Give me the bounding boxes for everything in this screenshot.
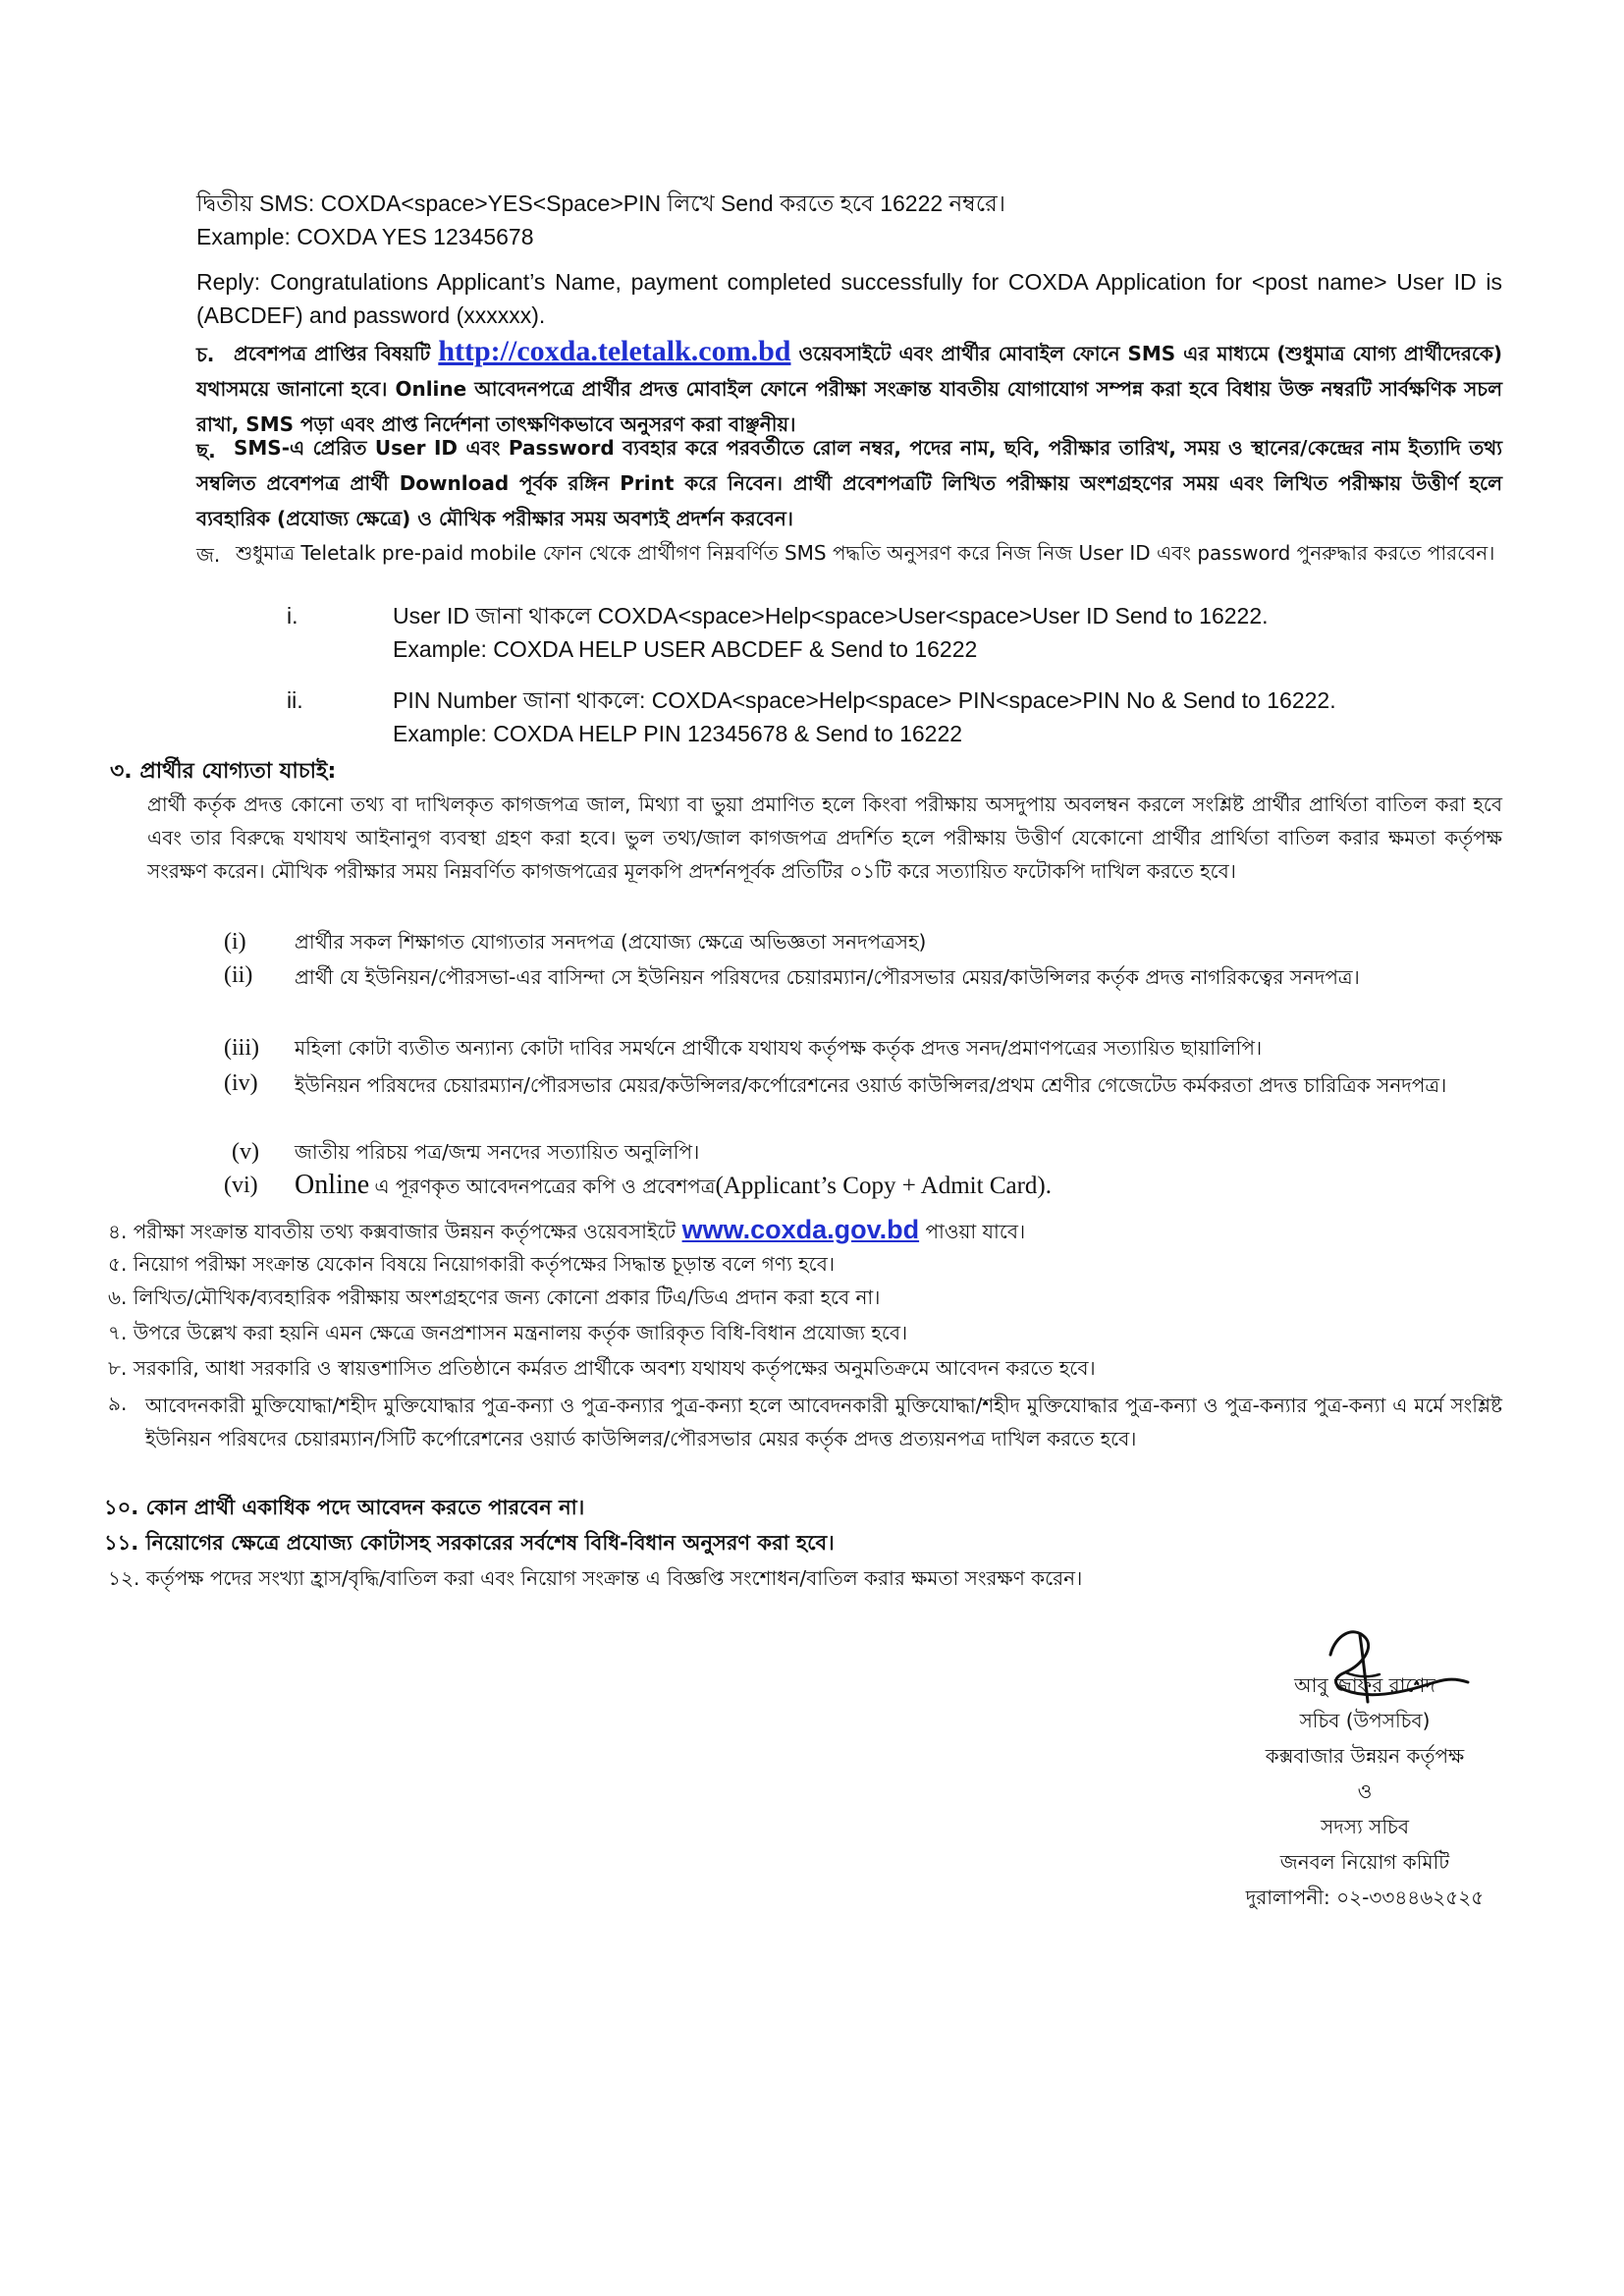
doc-vi-num: (vi)	[224, 1173, 258, 1198]
item-cha-pre: প্রবেশপত্র প্রাপ্তির বিষয়টি	[234, 342, 431, 365]
point-4-pre: ৪. পরীক্ষা সংক্রান্ত যাবতীয় তথ্য কক্সবাজার উন্নয়ন কর্তৃপক্ষের ওয়েবসাইটে	[108, 1220, 677, 1243]
signatory-and: ও	[1357, 1779, 1373, 1803]
sub-i-line2: Example: COXDA HELP USER ABCDEF & Send to 16222	[393, 636, 978, 662]
sms2-example: Example: COXDA YES 12345678	[196, 224, 534, 249]
doc-vi-text	[295, 1169, 1052, 1205]
teletalk-link[interactable]: http://coxda.teletalk.com.bd	[438, 335, 791, 367]
doc-iii-num: (iii)	[224, 1035, 259, 1061]
signatory-title2: সদস্য সচিব	[1321, 1815, 1409, 1838]
doc-iii-text: মহিলা কোটা ব্যতীত অন্যান্য কোটা দাবির সমর্থনে প্রার্থীকে যথাযথ কর্তৃপক্ষ কর্তৃক প্রদত্ত সনদ/প্রমাণপত্রের সত্যায়িত ছায়ালিপি।	[295, 1036, 1263, 1060]
doc-vi-end: (Applicant’s Copy + Admit Card).	[715, 1173, 1052, 1199]
doc-iv-text: ইউনিয়ন পরিষদের চেয়ারম্যান/পৌরসভার মেয়র/কউন্সিলর/কর্পোরেশনের ওয়ার্ড কাউন্সিলর/প্রথম শ্রেণীর গেজেটেড কর্মকরতা প্রদত্ত চারিত্রিক সনদপত্র।	[295, 1073, 1447, 1097]
signature-block	[1208, 1667, 1522, 1915]
doc-v-text: জাতীয় পরিচয় পত্র/জন্ম সনদের সত্যায়িত অনুলিপি।	[295, 1140, 700, 1164]
doc-i-text: প্রার্থীর সকল শিক্ষাগত যোগ্যতার সনদপত্র (প্রযোজ্য ক্ষেত্রে অভিজ্ঞতা সনদপত্রসহ)	[295, 930, 927, 954]
doc-vi-online: Online	[295, 1170, 370, 1200]
doc-iv-num: (iv)	[224, 1070, 258, 1096]
point-5: ৫. নিয়োগ পরীক্ষা সংক্রান্ত যেকোন বিষয়ে নিয়োগকারী কর্তৃপক্ষের সিদ্ধান্ত চূড়ান্ত বলে গণ্য হবে।	[108, 1252, 835, 1276]
sub-ii-line2: Example: COXDA HELP PIN 12345678 & Send to 16222	[393, 721, 963, 746]
section3-para: প্রার্থী কর্তৃক প্রদত্ত কোনো তথ্য বা দাখিলকৃত কাগজপত্র জাল, মিথ্যা বা ভুয়া প্রমাণিত হলে কিংবা পরীক্ষায় অসদুপায় অবলম্বন করলে সংশ্লিষ্ট প্রার্থীর প্রার্থিতা বাতিল করা হবে এবং তার বিরুদ্ধে যথাযথ আইনানুগ ব্যবস্থা গ্রহণ করা হবে। ভুল তথ্য/জাল কাগজপত্র প্রদর্শিত হলে পরীক্ষায় উত্তীর্ণ যেকোনো প্রার্থীর প্রার্থিতা বাতিল করার ক্ষমতা কর্তৃপক্ষ সংরক্ষণ করেন। মৌখিক পরীক্ষার সময় নিম্নবর্ণিত কাগজপত্রের মূলকপি প্রদর্শনপূর্বক প্রতিটির ০১টি করে সত্যায়িত ফটোকপি দাখিল করতে হবে।	[147, 793, 1502, 883]
point-7: ৭. উপরে উল্লেখ করা হয়নি এমন ক্ষেত্রে জনপ্রশাসন মন্ত্রনালয় কর্তৃক জারিকৃত বিধি-বিধান প্রযোজ্য হবে।	[108, 1321, 908, 1344]
item-chha-marker: ছ.	[196, 439, 216, 463]
point-9: আবেদনকারী মুক্তিযোদ্ধা/শহীদ মুক্তিযোদ্ধার পুত্র-কন্যা ও পুত্র-কন্যার পুত্র-কন্যা হলে আবেদনকারী মুক্তিযোদ্ধা/শহীদ মুক্তিযোদ্ধার পুত্র-কন্যা ও পুত্র-কন্যার পুত্র-কন্যা এ মর্মে সংশ্লিষ্ট ইউনিয়ন পরিষদের চেয়ারম্যান/সিটি কর্পোরেশনের ওয়ার্ড কাউন্সিলর/পৌরসভার মেয়র কর্তৃক প্রদত্ত প্রত্যয়নপত্র দাখিল করতে হবে।	[145, 1394, 1502, 1450]
signatory-title1: সচিব (উপসচিব)	[1299, 1709, 1431, 1732]
point-4-post: পাওয়া যাবে।	[925, 1220, 1026, 1243]
doc-ii-num: (ii)	[224, 962, 253, 988]
sms2-reply: Reply: Congratulations Applicant’s Name, payment completed successfully for COXDA Application for <post name> User ID is (ABCDEF) and password (xxxxxx).	[196, 269, 1502, 328]
doc-v-num: (v)	[232, 1139, 259, 1165]
point-4	[108, 1212, 1025, 1249]
sms2-line: দ্বিতীয় SMS: COXDA<space>YES<Space>PIN লিখে Send করতে হবে 16222 নম্বরে।	[196, 191, 1005, 216]
section3-heading: ৩. প্রার্থীর যোগ্যতা যাচাই:	[110, 759, 337, 784]
point-9-num: ৯.	[108, 1392, 128, 1415]
point-10: ১০. কোন প্রার্থী একাধিক পদে আবেদন করতে পারবেন না।	[104, 1496, 585, 1519]
coxda-link[interactable]: www.coxda.gov.bd	[681, 1215, 920, 1244]
sub-i-line1: User ID জানা থাকলে COXDA<space>Help<space>User<space>User ID Send to 16222.	[393, 603, 1269, 629]
point-6: ৬. লিখিত/মৌখিক/ব্যবহারিক পরীক্ষায় অংশগ্রহণের জন্য কোনো প্রকার টিএ/ডিএ প্রদান করা হবে না।	[108, 1285, 881, 1309]
signatory-phone: দুরালাপনী: ০২-৩৩৪৪৬২৫২৫	[1245, 1886, 1485, 1909]
item-cha-post: ওয়েবসাইটে এবং প্রার্থীর মোবাইল ফোনে SMS এর মাধ্যমে (শুধুমাত্র যোগ্য প্রার্থীদেরকে) যথাসময়ে জানানো হবে। Online আবেদনপত্রে প্রার্থীর প্রদত্ত মোবাইল ফোনে পরীক্ষা সংক্রান্ত যাবতীয় যোগাযোগ সম্পন্ন করা হবে বিধায় উক্ত নম্বরটি সার্বক্ষণিক সচল রাখা, SMS পড়া এবং প্রাপ্ত নির্দেশনা তাৎক্ষণিকভাবে অনুসরণ করা বাঞ্ছনীয়।	[196, 342, 1502, 436]
item-ja-text: শুধুমাত্র Teletalk pre-paid mobile ফোন থেকে প্রার্থীগণ নিম্নবর্ণিত SMS পদ্ধতি অনুসরণ করে নিজ নিজ User ID এবং password পুনরুদ্ধার করতে পারবেন।	[236, 541, 1495, 565]
signatory-committee: জনবল নিয়োগ কমিটি	[1279, 1850, 1450, 1874]
item-cha-text	[196, 334, 1502, 442]
item-chha-text: SMS-এ প্রেরিত User ID এবং Password ব্যবহার করে পরবর্তীতে রোল নম্বর, পদের নাম, ছবি, পরীক্ষার তারিখ, সময় ও স্থানের/কেন্দ্রের নাম ইত্যাদি তথ্য সম্বলিত প্রবেশপত্র প্রার্থী Download পূর্বক রঙ্গিন Print করে নিবেন। প্রার্থী প্রবেশপত্রটি লিখিত পরীক্ষায় অংশগ্রহণের সময় এবং লিখিত পরীক্ষায় উত্তীর্ণ হলে ব্যবহারিক (প্রযোজ্য ক্ষেত্রে) ও মৌখিক পরীক্ষার সময় অবশ্যই প্রদর্শন করবেন।	[196, 436, 1502, 530]
sub-ii-line1: PIN Number জানা থাকলে: COXDA<space>Help<space> PIN<space>PIN No & Send to 16222.	[393, 687, 1336, 713]
item-ja-marker: জ.	[196, 543, 221, 567]
point-11: ১১. নিয়োগের ক্ষেত্রে প্রযোজ্য কোটাসহ সরকারের সর্বশেষ বিধি-বিধান অনুসরণ করা হবে।	[104, 1531, 835, 1555]
doc-i-num: (i)	[224, 929, 246, 955]
item-cha-marker: চ.	[196, 343, 215, 366]
doc-vi-mid: এ পূরণকৃত আবেদনপত্রের কপি ও প্রবেশপত্র	[374, 1175, 716, 1198]
signatory-org: কক্সবাজার উন্নয়ন কর্তৃপক্ষ	[1265, 1744, 1465, 1768]
sub-i-num: i.	[287, 603, 298, 629]
signatory-name: আবু জাফর রাশেদ	[1294, 1673, 1435, 1697]
doc-ii-text: প্রার্থী যে ইউনিয়ন/পৌরসভা-এর বাসিন্দা সে ইউনিয়ন পরিষদের চেয়ারম্যান/পৌরসভার মেয়র/কাউন্সিলর কর্তৃক প্রদত্ত নাগরিকত্বের সনদপত্র।	[295, 965, 1360, 989]
point-8: ৮. সরকারি, আধা সরকারি ও স্বায়ত্তশাসিত প্রতিষ্ঠানে কর্মরত প্রার্থীকে অবশ্য যথাযথ কর্তৃপক্ষের অনুমতিক্রমে আবেদন করতে হবে।	[108, 1356, 1096, 1380]
sub-ii-num: ii.	[287, 687, 303, 713]
point-12: ১২. কর্তৃপক্ষ পদের সংখ্যা হ্রাস/বৃদ্ধি/বাতিল করা এবং নিয়োগ সংক্রান্ত এ বিজ্ঞপ্তি সংশোধন/বাতিল করার ক্ষমতা সংরক্ষণ করেন।	[108, 1566, 1083, 1590]
